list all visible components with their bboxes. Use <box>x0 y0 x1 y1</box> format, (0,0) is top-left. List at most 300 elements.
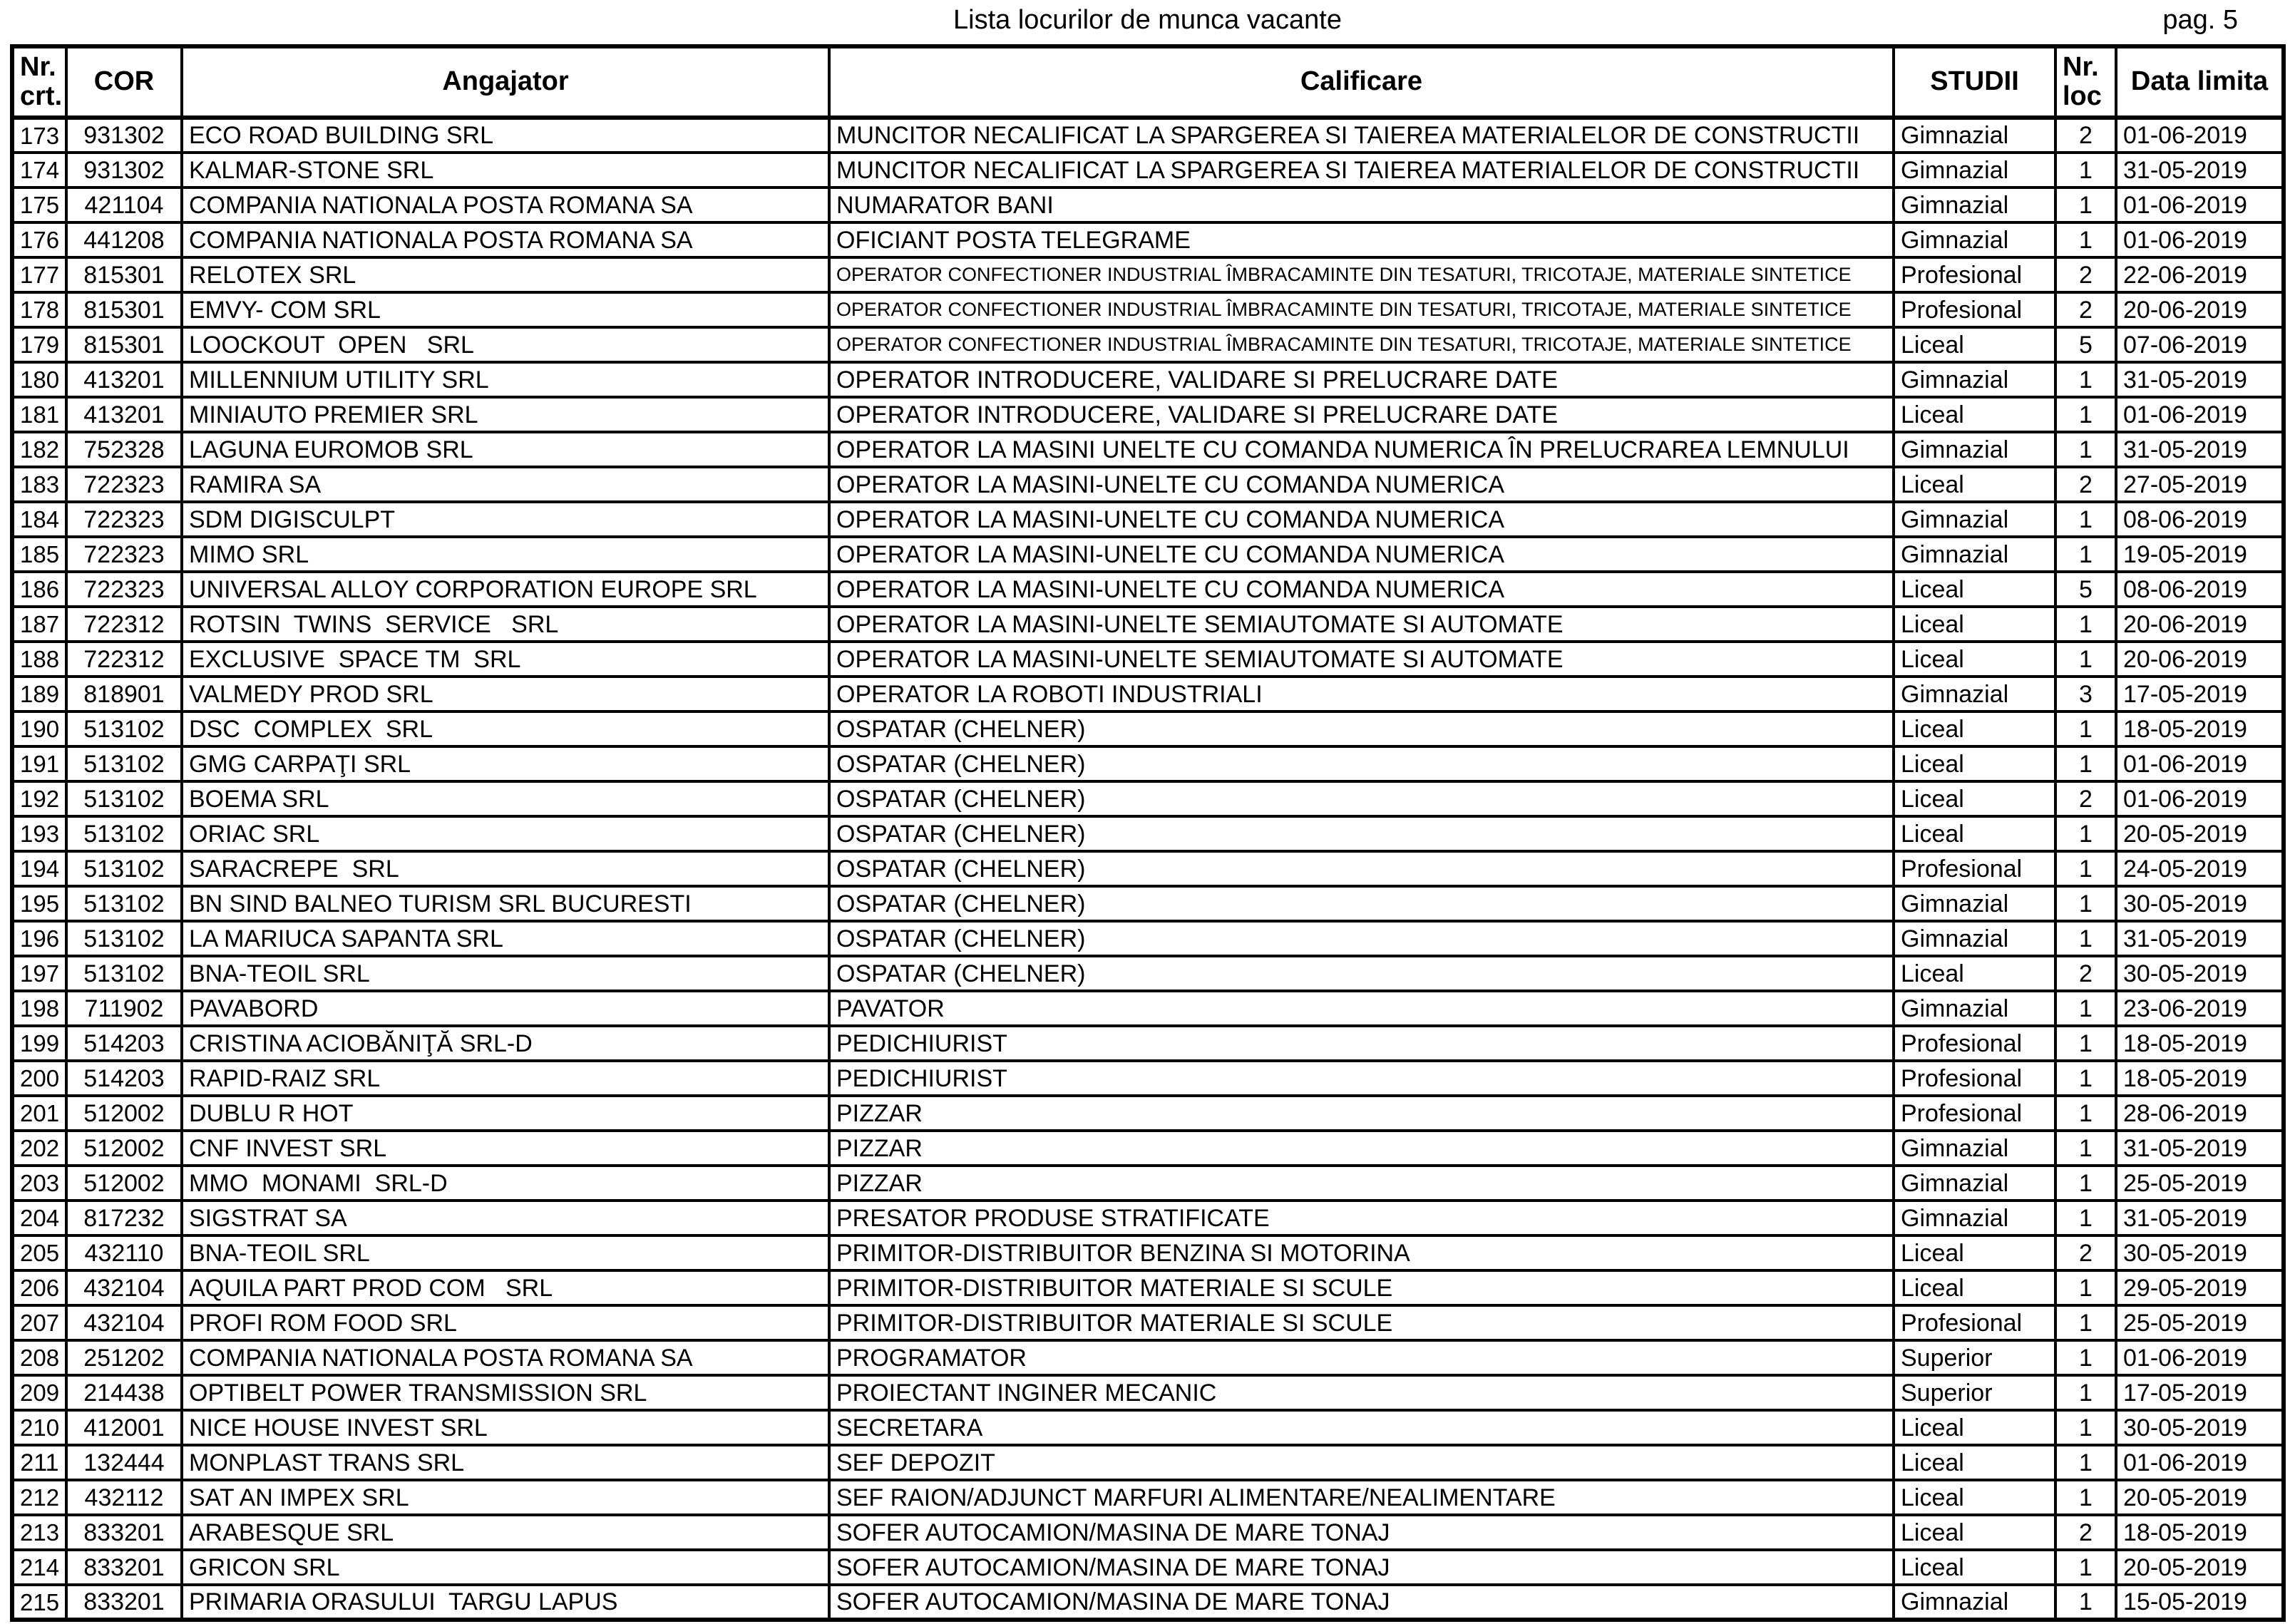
cell-loc: 1 <box>2055 1061 2116 1096</box>
cell-no: 185 <box>12 537 66 572</box>
cell-studii: Gimnazial <box>1894 991 2055 1026</box>
cell-data: 27-05-2019 <box>2116 467 2284 502</box>
cell-no: 187 <box>12 607 66 642</box>
cell-cal: OPERATOR INTRODUCERE, VALIDARE SI PRELUCRARE DATE <box>829 362 1894 397</box>
cell-loc: 1 <box>2055 1305 2116 1340</box>
cell-cal: MUNCITOR NECALIFICAT LA SPARGEREA SI TAIEREA MATERIALELOR DE CONSTRUCTII <box>829 118 1894 153</box>
cell-loc: 1 <box>2055 502 2116 537</box>
cell-ang: LAGUNA EUROMOB SRL <box>182 432 829 467</box>
cell-cal: PEDICHIURIST <box>829 1026 1894 1061</box>
cell-loc: 2 <box>2055 1515 2116 1550</box>
cell-loc: 3 <box>2055 677 2116 711</box>
cell-cor: 833201 <box>66 1550 182 1585</box>
cell-studii: Liceal <box>1894 467 2055 502</box>
table-row <box>12 1445 2284 1480</box>
cell-cor: 432104 <box>66 1305 182 1340</box>
cell-cor: 421104 <box>66 187 182 222</box>
cell-loc: 1 <box>2055 153 2116 187</box>
cell-cor: 441208 <box>66 222 182 257</box>
cell-cor: 413201 <box>66 362 182 397</box>
cell-cal: PRESATOR PRODUSE STRATIFICATE <box>829 1201 1894 1235</box>
cell-loc: 2 <box>2055 781 2116 816</box>
cell-studii: Gimnazial <box>1894 1131 2055 1166</box>
cell-loc: 1 <box>2055 1270 2116 1305</box>
cell-ang: ORIAC SRL <box>182 816 829 851</box>
cell-cal: PRIMITOR-DISTRIBUITOR MATERIALE SI SCULE <box>829 1270 1894 1305</box>
table-row <box>12 642 2284 677</box>
cell-studii: Profesional <box>1894 1096 2055 1131</box>
table-row <box>12 1026 2284 1061</box>
table-row <box>12 327 2284 362</box>
cell-ang: KALMAR-STONE SRL <box>182 153 829 187</box>
table-row <box>12 1061 2284 1096</box>
cell-no: 206 <box>12 1270 66 1305</box>
cell-data: 30-05-2019 <box>2116 956 2284 991</box>
cell-cal: SECRETARA <box>829 1410 1894 1445</box>
cell-data: 24-05-2019 <box>2116 851 2284 886</box>
cell-cal: NUMARATOR BANI <box>829 187 1894 222</box>
cell-loc: 1 <box>2055 607 2116 642</box>
cell-cor: 818901 <box>66 677 182 711</box>
cell-studii: Profesional <box>1894 1305 2055 1340</box>
cell-data: 01-06-2019 <box>2116 118 2284 153</box>
cell-data: 08-06-2019 <box>2116 502 2284 537</box>
cell-data: 17-05-2019 <box>2116 1375 2284 1410</box>
cell-cal: SOFER AUTOCAMION/MASINA DE MARE TONAJ <box>829 1515 1894 1550</box>
cell-cal: SEF RAION/ADJUNCT MARFURI ALIMENTARE/NEALIMENTARE <box>829 1480 1894 1515</box>
cell-data: 17-05-2019 <box>2116 677 2284 711</box>
cell-data: 20-06-2019 <box>2116 292 2284 327</box>
cell-no: 179 <box>12 327 66 362</box>
cell-cal: OSPATAR (CHELNER) <box>829 746 1894 781</box>
cell-ang: SIGSTRAT SA <box>182 1201 829 1235</box>
cell-ang: MONPLAST TRANS SRL <box>182 1445 829 1480</box>
cell-data: 31-05-2019 <box>2116 432 2284 467</box>
table-row <box>12 362 2284 397</box>
col-header-angajator: Angajator <box>182 46 829 118</box>
cell-loc: 1 <box>2055 537 2116 572</box>
cell-loc: 1 <box>2055 1445 2116 1480</box>
cell-studii: Liceal <box>1894 816 2055 851</box>
cell-cal: PRIMITOR-DISTRIBUITOR BENZINA SI MOTORINA <box>829 1235 1894 1270</box>
cell-no: 197 <box>12 956 66 991</box>
table-row <box>12 187 2284 222</box>
cell-cor: 817232 <box>66 1201 182 1235</box>
cell-cor: 513102 <box>66 746 182 781</box>
table-row <box>12 1166 2284 1201</box>
cell-data: 20-05-2019 <box>2116 1550 2284 1585</box>
cell-loc: 5 <box>2055 572 2116 607</box>
cell-data: 28-06-2019 <box>2116 1096 2284 1131</box>
cell-data: 25-05-2019 <box>2116 1166 2284 1201</box>
cell-data: 01-06-2019 <box>2116 187 2284 222</box>
cell-cal: OSPATAR (CHELNER) <box>829 711 1894 746</box>
cell-studii: Gimnazial <box>1894 118 2055 153</box>
cell-studii: Gimnazial <box>1894 1166 2055 1201</box>
cell-no: 186 <box>12 572 66 607</box>
cell-no: 210 <box>12 1410 66 1445</box>
cell-cor: 722323 <box>66 572 182 607</box>
cell-cor: 752328 <box>66 432 182 467</box>
cell-data: 29-05-2019 <box>2116 1270 2284 1305</box>
cell-studii: Liceal <box>1894 746 2055 781</box>
cell-studii: Gimnazial <box>1894 921 2055 956</box>
table-row <box>12 502 2284 537</box>
cell-data: 01-06-2019 <box>2116 222 2284 257</box>
cell-cor: 513102 <box>66 921 182 956</box>
cell-ang: BN SIND BALNEO TURISM SRL BUCURESTI <box>182 886 829 921</box>
cell-no: 200 <box>12 1061 66 1096</box>
cell-ang: NICE HOUSE INVEST SRL <box>182 1410 829 1445</box>
cell-no: 183 <box>12 467 66 502</box>
cell-cal: SOFER AUTOCAMION/MASINA DE MARE TONAJ <box>829 1585 1894 1620</box>
cell-data: 15-05-2019 <box>2116 1585 2284 1620</box>
cell-loc: 1 <box>2055 1410 2116 1445</box>
cell-studii: Liceal <box>1894 1270 2055 1305</box>
cell-cal: OFICIANT POSTA TELEGRAME <box>829 222 1894 257</box>
cell-studii: Liceal <box>1894 711 2055 746</box>
cell-loc: 5 <box>2055 327 2116 362</box>
cell-cor: 833201 <box>66 1585 182 1620</box>
cell-cal: OPERATOR CONFECTIONER INDUSTRIAL ÎMBRACAMINTE DIN TESATURI, TRICOTAJE, MATERIALE SINTETICE <box>829 292 1894 327</box>
table-row <box>12 1480 2284 1515</box>
cell-cal: PROGRAMATOR <box>829 1340 1894 1375</box>
cell-no: 215 <box>12 1585 66 1620</box>
cell-studii: Gimnazial <box>1894 362 2055 397</box>
cell-cor: 132444 <box>66 1445 182 1480</box>
cell-loc: 1 <box>2055 711 2116 746</box>
cell-cor: 512002 <box>66 1096 182 1131</box>
cell-cal: PIZZAR <box>829 1131 1894 1166</box>
cell-loc: 1 <box>2055 362 2116 397</box>
cell-studii: Liceal <box>1894 327 2055 362</box>
cell-loc: 1 <box>2055 1480 2116 1515</box>
cell-loc: 2 <box>2055 1235 2116 1270</box>
cell-cor: 815301 <box>66 257 182 292</box>
header-row <box>12 46 2284 118</box>
cell-cal: PIZZAR <box>829 1166 1894 1201</box>
cell-cor: 833201 <box>66 1515 182 1550</box>
cell-data: 18-05-2019 <box>2116 711 2284 746</box>
cell-no: 207 <box>12 1305 66 1340</box>
table-row <box>12 607 2284 642</box>
cell-cal: PAVATOR <box>829 991 1894 1026</box>
cell-data: 07-06-2019 <box>2116 327 2284 362</box>
cell-no: 188 <box>12 642 66 677</box>
table-row <box>12 956 2284 991</box>
cell-data: 30-05-2019 <box>2116 886 2284 921</box>
cell-cor: 815301 <box>66 327 182 362</box>
cell-studii: Gimnazial <box>1894 502 2055 537</box>
cell-loc: 1 <box>2055 991 2116 1026</box>
cell-no: 181 <box>12 397 66 432</box>
table-row <box>12 991 2284 1026</box>
cell-data: 23-06-2019 <box>2116 991 2284 1026</box>
cell-loc: 1 <box>2055 187 2116 222</box>
cell-studii: Profesional <box>1894 292 2055 327</box>
cell-cor: 432110 <box>66 1235 182 1270</box>
cell-cor: 512002 <box>66 1131 182 1166</box>
cell-ang: PAVABORD <box>182 991 829 1026</box>
table-row <box>12 677 2284 711</box>
cell-studii: Liceal <box>1894 1445 2055 1480</box>
cell-studii: Gimnazial <box>1894 153 2055 187</box>
cell-ang: MMO MONAMI SRL-D <box>182 1166 829 1201</box>
cell-data: 20-05-2019 <box>2116 1480 2284 1515</box>
cell-data: 31-05-2019 <box>2116 1201 2284 1235</box>
cell-no: 212 <box>12 1480 66 1515</box>
cell-cal: OSPATAR (CHELNER) <box>829 851 1894 886</box>
cell-data: 01-06-2019 <box>2116 1340 2284 1375</box>
cell-studii: Gimnazial <box>1894 432 2055 467</box>
table-row <box>12 432 2284 467</box>
cell-loc: 2 <box>2055 257 2116 292</box>
cell-studii: Liceal <box>1894 1550 2055 1585</box>
cell-cor: 722323 <box>66 537 182 572</box>
cell-data: 30-05-2019 <box>2116 1235 2284 1270</box>
cell-no: 192 <box>12 781 66 816</box>
cell-ang: CRISTINA ACIOBĂNIŢĂ SRL-D <box>182 1026 829 1061</box>
table-row <box>12 1096 2284 1131</box>
table-row <box>12 292 2284 327</box>
cell-studii: Superior <box>1894 1340 2055 1375</box>
cell-ang: EXCLUSIVE SPACE TM SRL <box>182 642 829 677</box>
table-row <box>12 711 2284 746</box>
cell-cal: OPERATOR LA ROBOTI INDUSTRIALI <box>829 677 1894 711</box>
table-row <box>12 1550 2284 1585</box>
cell-loc: 2 <box>2055 467 2116 502</box>
cell-no: 193 <box>12 816 66 851</box>
cell-no: 214 <box>12 1550 66 1585</box>
cell-data: 31-05-2019 <box>2116 153 2284 187</box>
cell-ang: GRICON SRL <box>182 1550 829 1585</box>
cell-loc: 1 <box>2055 1026 2116 1061</box>
cell-studii: Gimnazial <box>1894 187 2055 222</box>
cell-ang: RAPID-RAIZ SRL <box>182 1061 829 1096</box>
cell-studii: Liceal <box>1894 781 2055 816</box>
page-title: Lista locurilor de munca vacante <box>953 5 1342 35</box>
table-row <box>12 1305 2284 1340</box>
table-row <box>12 153 2284 187</box>
table-row <box>12 1585 2284 1620</box>
cell-no: 194 <box>12 851 66 886</box>
vacancies-table <box>10 44 2286 1622</box>
cell-cal: OPERATOR LA MASINI-UNELTE SEMIAUTOMATE SI AUTOMATE <box>829 642 1894 677</box>
cell-studii: Gimnazial <box>1894 1585 2055 1620</box>
cell-cal: OSPATAR (CHELNER) <box>829 956 1894 991</box>
cell-loc: 1 <box>2055 222 2116 257</box>
cell-studii: Liceal <box>1894 1235 2055 1270</box>
cell-ang: BNA-TEOIL SRL <box>182 1235 829 1270</box>
cell-no: 195 <box>12 886 66 921</box>
cell-cor: 413201 <box>66 397 182 432</box>
cell-cor: 251202 <box>66 1340 182 1375</box>
cell-data: 31-05-2019 <box>2116 362 2284 397</box>
cell-ang: SDM DIGISCULPT <box>182 502 829 537</box>
table-row <box>12 886 2284 921</box>
col-header-calificare: Calificare <box>829 46 1894 118</box>
cell-data: 31-05-2019 <box>2116 921 2284 956</box>
cell-no: 202 <box>12 1131 66 1166</box>
cell-ang: DUBLU R HOT <box>182 1096 829 1131</box>
cell-ang: PRIMARIA ORASULUI TARGU LAPUS <box>182 1585 829 1620</box>
cell-cor: 931302 <box>66 118 182 153</box>
cell-loc: 2 <box>2055 118 2116 153</box>
cell-loc: 1 <box>2055 432 2116 467</box>
table-row <box>12 1270 2284 1305</box>
table-row <box>12 1375 2284 1410</box>
cell-ang: ROTSIN TWINS SERVICE SRL <box>182 607 829 642</box>
cell-cal: SOFER AUTOCAMION/MASINA DE MARE TONAJ <box>829 1550 1894 1585</box>
cell-ang: SAT AN IMPEX SRL <box>182 1480 829 1515</box>
cell-ang: UNIVERSAL ALLOY CORPORATION EUROPE SRL <box>182 572 829 607</box>
cell-no: 211 <box>12 1445 66 1480</box>
cell-loc: 1 <box>2055 1131 2116 1166</box>
cell-loc: 1 <box>2055 397 2116 432</box>
cell-ang: MINIAUTO PREMIER SRL <box>182 397 829 432</box>
cell-data: 01-06-2019 <box>2116 1445 2284 1480</box>
cell-studii: Profesional <box>1894 1061 2055 1096</box>
table-row <box>12 1201 2284 1235</box>
cell-studii: Gimnazial <box>1894 677 2055 711</box>
table-row <box>12 1515 2284 1550</box>
cell-studii: Liceal <box>1894 642 2055 677</box>
table-row <box>12 1340 2284 1375</box>
cell-no: 201 <box>12 1096 66 1131</box>
cell-studii: Liceal <box>1894 1515 2055 1550</box>
cell-no: 203 <box>12 1166 66 1201</box>
cell-cal: OPERATOR CONFECTIONER INDUSTRIAL ÎMBRACAMINTE DIN TESATURI, TRICOTAJE, MATERIALE SINTETICE <box>829 257 1894 292</box>
cell-no: 189 <box>12 677 66 711</box>
cell-loc: 1 <box>2055 1096 2116 1131</box>
cell-no: 176 <box>12 222 66 257</box>
cell-cal: OPERATOR LA MASINI UNELTE CU COMANDA NUMERICA ÎN PRELUCRAREA LEMNULUI <box>829 432 1894 467</box>
cell-data: 01-06-2019 <box>2116 397 2284 432</box>
cell-studii: Liceal <box>1894 397 2055 432</box>
cell-cor: 432112 <box>66 1480 182 1515</box>
cell-data: 20-06-2019 <box>2116 642 2284 677</box>
cell-ang: GMG CARPAŢI SRL <box>182 746 829 781</box>
table-row <box>12 746 2284 781</box>
cell-cor: 513102 <box>66 816 182 851</box>
cell-studii: Liceal <box>1894 572 2055 607</box>
cell-ang: BOEMA SRL <box>182 781 829 816</box>
cell-loc: 2 <box>2055 292 2116 327</box>
cell-cor: 711902 <box>66 991 182 1026</box>
cell-ang: ARABESQUE SRL <box>182 1515 829 1550</box>
cell-cor: 432104 <box>66 1270 182 1305</box>
cell-cor: 722323 <box>66 467 182 502</box>
cell-data: 22-06-2019 <box>2116 257 2284 292</box>
cell-studii: Profesional <box>1894 1026 2055 1061</box>
cell-ang: RELOTEX SRL <box>182 257 829 292</box>
cell-data: 18-05-2019 <box>2116 1061 2284 1096</box>
cell-cor: 513102 <box>66 851 182 886</box>
cell-data: 19-05-2019 <box>2116 537 2284 572</box>
cell-no: 196 <box>12 921 66 956</box>
cell-ang: ECO ROAD BUILDING SRL <box>182 118 829 153</box>
cell-ang: LA MARIUCA SAPANTA SRL <box>182 921 829 956</box>
col-header-nr-loc: Nr. loc <box>2055 46 2116 118</box>
cell-cor: 412001 <box>66 1410 182 1445</box>
col-header-cor: COR <box>66 46 182 118</box>
cell-cor: 513102 <box>66 781 182 816</box>
cell-ang: OPTIBELT POWER TRANSMISSION SRL <box>182 1375 829 1410</box>
cell-cor: 815301 <box>66 292 182 327</box>
cell-data: 31-05-2019 <box>2116 1131 2284 1166</box>
cell-cal: PROIECTANT INGINER MECANIC <box>829 1375 1894 1410</box>
cell-loc: 1 <box>2055 1375 2116 1410</box>
cell-studii: Liceal <box>1894 1480 2055 1515</box>
cell-no: 178 <box>12 292 66 327</box>
cell-ang: COMPANIA NATIONALA POSTA ROMANA SA <box>182 222 829 257</box>
cell-studii: Gimnazial <box>1894 537 2055 572</box>
table-body <box>12 118 2284 1620</box>
cell-cor: 513102 <box>66 886 182 921</box>
cell-cal: OPERATOR CONFECTIONER INDUSTRIAL ÎMBRACAMINTE DIN TESATURI, TRICOTAJE, MATERIALE SINTETICE <box>829 327 1894 362</box>
cell-cal: OPERATOR LA MASINI-UNELTE CU COMANDA NUMERICA <box>829 467 1894 502</box>
table-row <box>12 397 2284 432</box>
cell-loc: 1 <box>2055 1201 2116 1235</box>
cell-data: 30-05-2019 <box>2116 1410 2284 1445</box>
cell-cor: 722323 <box>66 502 182 537</box>
cell-ang: MIMO SRL <box>182 537 829 572</box>
cell-loc: 1 <box>2055 642 2116 677</box>
cell-ang: VALMEDY PROD SRL <box>182 677 829 711</box>
cell-loc: 1 <box>2055 1585 2116 1620</box>
cell-studii: Gimnazial <box>1894 222 2055 257</box>
cell-data: 25-05-2019 <box>2116 1305 2284 1340</box>
cell-cor: 722312 <box>66 642 182 677</box>
cell-studii: Liceal <box>1894 956 2055 991</box>
cell-cal: OPERATOR LA MASINI-UNELTE CU COMANDA NUMERICA <box>829 537 1894 572</box>
cell-studii: Gimnazial <box>1894 1201 2055 1235</box>
cell-no: 190 <box>12 711 66 746</box>
cell-no: 184 <box>12 502 66 537</box>
table-row <box>12 537 2284 572</box>
cell-cal: OSPATAR (CHELNER) <box>829 886 1894 921</box>
cell-cor: 214438 <box>66 1375 182 1410</box>
cell-loc: 2 <box>2055 956 2116 991</box>
cell-loc: 1 <box>2055 851 2116 886</box>
cell-loc: 1 <box>2055 886 2116 921</box>
cell-studii: Superior <box>1894 1375 2055 1410</box>
cell-ang: RAMIRA SA <box>182 467 829 502</box>
cell-no: 173 <box>12 118 66 153</box>
table-header <box>12 46 2284 118</box>
cell-cal: OPERATOR LA MASINI-UNELTE CU COMANDA NUMERICA <box>829 572 1894 607</box>
cell-loc: 1 <box>2055 816 2116 851</box>
table-row <box>12 222 2284 257</box>
cell-ang: DSC COMPLEX SRL <box>182 711 829 746</box>
table-row <box>12 1410 2284 1445</box>
cell-no: 199 <box>12 1026 66 1061</box>
cell-cal: OPERATOR LA MASINI-UNELTE CU COMANDA NUMERICA <box>829 502 1894 537</box>
cell-studii: Liceal <box>1894 607 2055 642</box>
cell-cal: PIZZAR <box>829 1096 1894 1131</box>
cell-data: 01-06-2019 <box>2116 781 2284 816</box>
cell-no: 213 <box>12 1515 66 1550</box>
cell-data: 20-05-2019 <box>2116 816 2284 851</box>
cell-loc: 1 <box>2055 1166 2116 1201</box>
cell-studii: Gimnazial <box>1894 886 2055 921</box>
cell-cor: 514203 <box>66 1026 182 1061</box>
table-row <box>12 816 2284 851</box>
cell-no: 174 <box>12 153 66 187</box>
col-header-nr-crt: Nr. crt. <box>12 46 66 118</box>
cell-ang: EMVY- COM SRL <box>182 292 829 327</box>
cell-cal: PRIMITOR-DISTRIBUITOR MATERIALE SI SCULE <box>829 1305 1894 1340</box>
